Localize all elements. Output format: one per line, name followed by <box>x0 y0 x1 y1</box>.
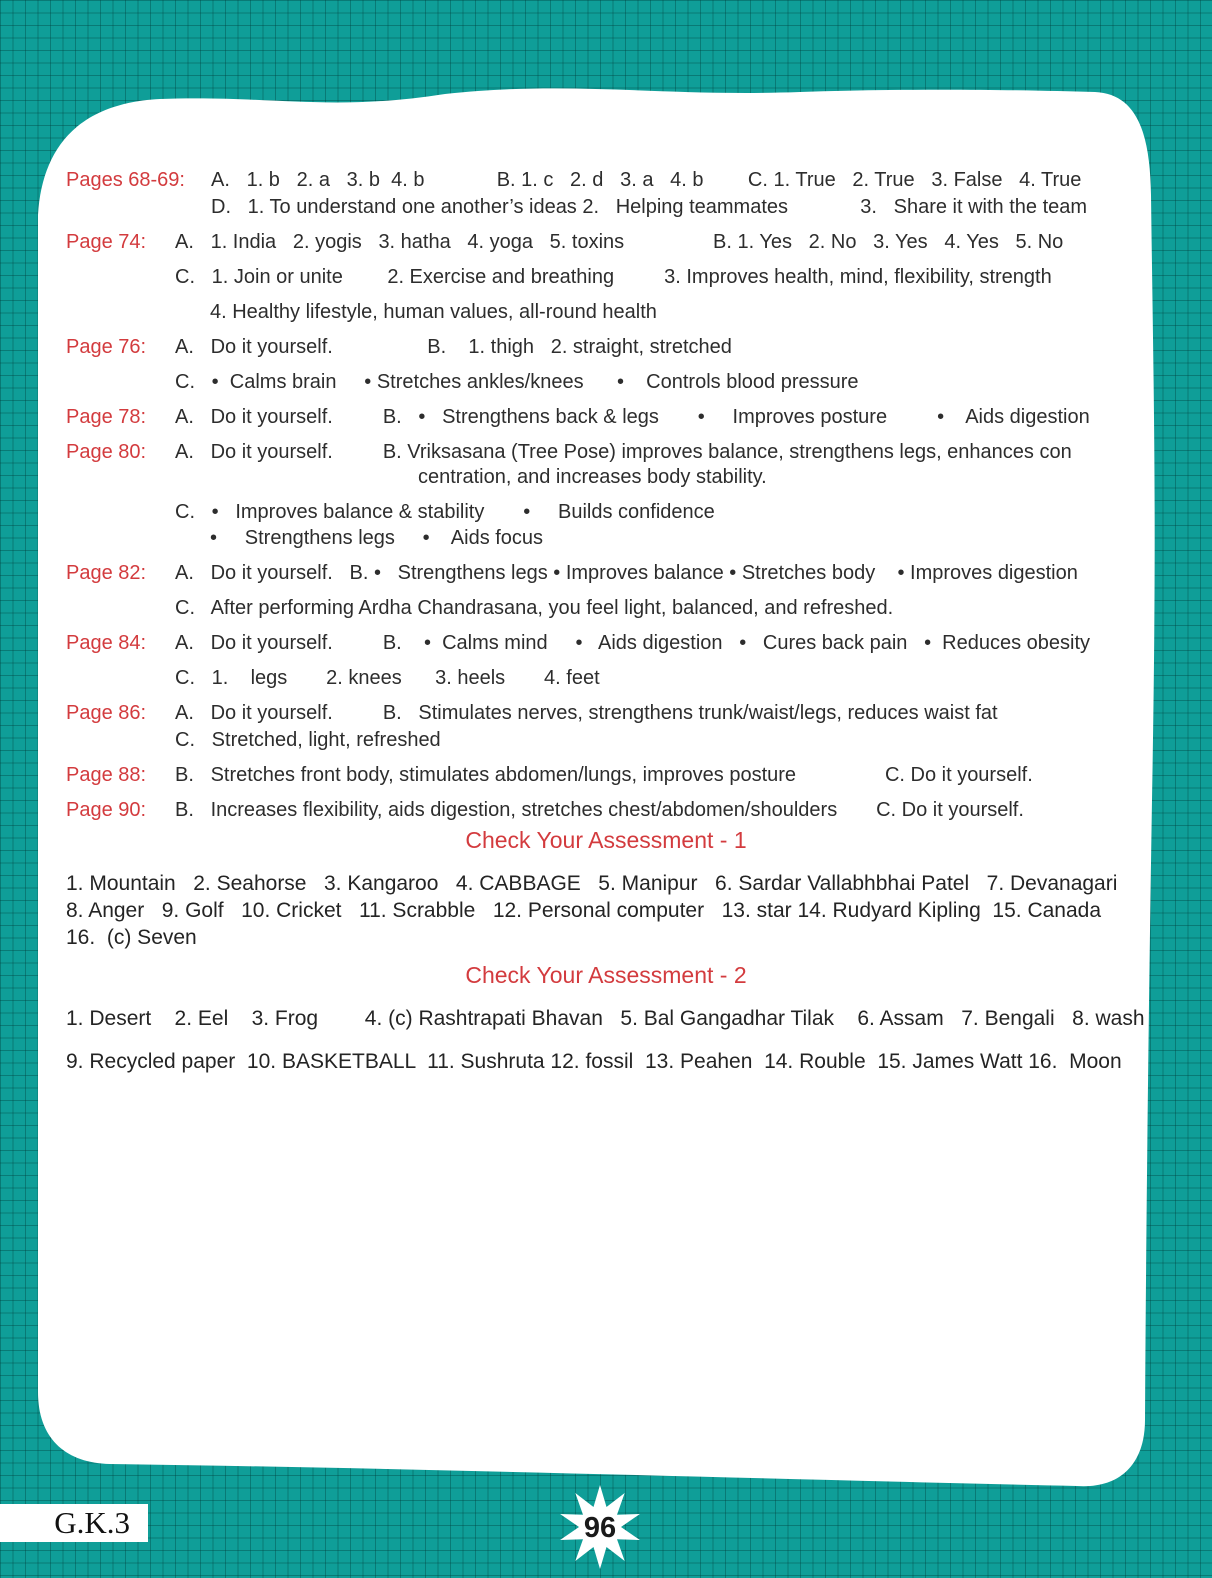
answer-text: 4. Healthy lifestyle, human values, all-round health <box>210 301 657 323</box>
page-label: Page 80: <box>66 441 147 463</box>
answer-row <box>0 195 1212 219</box>
assessment-2-title: Check Your Assessment - 2 <box>465 962 747 988</box>
answer-row <box>0 798 1212 822</box>
answer-row <box>0 300 1212 324</box>
answer-text: C. • Improves balance & stability • Builds confidence <box>175 501 715 523</box>
page-label <box>66 370 175 394</box>
answer-text: A. Do it yourself. B. Vriksasana (Tree Pose) improves balance, strengthens legs, enhances con <box>175 441 1072 463</box>
page-label: Pages 68-69: <box>66 169 185 191</box>
page-label <box>66 596 175 620</box>
page-number-badge <box>548 1478 652 1578</box>
answer-row <box>0 465 1212 489</box>
answer-text: A. 1. b 2. a 3. b 4. b B. 1. c 2. d 3. a 4. b C. 1. True 2. True 3. False 4. True <box>211 169 1082 191</box>
answer-text: D. 1. To understand one another’s ideas 2. Helping teammates 3. Share it with the team <box>211 196 1088 218</box>
answer-text: A. Do it yourself. B. • Strengthens back & legs • Improves posture • Aids digestion <box>175 406 1090 428</box>
answer-row <box>0 701 1212 725</box>
page-label: Page 86: <box>66 702 147 724</box>
answer-text: A. Do it yourself. B. Stimulates nerves, strengthens trunk/waist/legs, reduces waist fat <box>175 702 998 724</box>
page-label <box>66 265 175 289</box>
assessment-1-answers <box>0 870 1212 951</box>
answer-text: A. Do it yourself. B. 1. thigh 2. straight, stretched <box>175 336 732 358</box>
answer-row <box>0 370 1212 394</box>
page-label <box>66 666 175 690</box>
answer-text: C. After performing Ardha Chandrasana, you feel light, balanced, and refreshed. <box>175 597 894 619</box>
page-label: Page 90: <box>66 799 147 821</box>
answer-row <box>0 405 1212 429</box>
book-title-label: G.K.3 <box>0 1504 148 1542</box>
answer-row <box>0 265 1212 289</box>
page-label <box>66 500 175 524</box>
assessment-1-title: Check Your Assessment - 1 <box>465 827 747 853</box>
answer-text: B. Increases flexibility, aids digestion, stretches chest/abdomen/shoulders C. Do it yourself. <box>175 799 1024 821</box>
page-label: Page 88: <box>66 764 147 786</box>
assessment-line: 9. Recycled paper 10. BASKETBALL 11. Sushruta 12. fossil 13. Peahen 14. Rouble 15. James Watt 16. Moon <box>66 1050 1122 1073</box>
answer-key-content <box>0 168 1212 1075</box>
page-label <box>66 465 175 489</box>
page-label <box>66 526 175 550</box>
answer-row <box>0 168 1212 192</box>
page-number: 96 <box>583 1511 617 1544</box>
answer-text: C. 1. legs 2. knees 3. heels 4. feet <box>175 667 600 689</box>
answer-row <box>0 500 1212 524</box>
page-label: Page 76: <box>66 336 147 358</box>
assessment-2-answers <box>0 1006 1212 1075</box>
answer-row <box>0 631 1212 655</box>
page-label <box>66 300 175 324</box>
answer-row <box>0 561 1212 585</box>
answer-text: centration, and increases body stability. <box>418 466 767 488</box>
page-label <box>66 195 211 219</box>
assessment-line: 1. Desert 2. Eel 3. Frog 4. (c) Rashtrapati Bhavan 5. Bal Gangadhar Tilak 6. Assam 7. Bengali 8. wash <box>66 1007 1145 1030</box>
answer-row <box>0 440 1212 464</box>
answer-text: C. Stretched, light, refreshed <box>175 729 441 751</box>
answer-text: A. Do it yourself. B. • Calms mind • Aids digestion • Cures back pain • Reduces obesity <box>175 632 1091 654</box>
answer-text: B. Stretches front body, stimulates abdomen/lungs, improves posture C. Do it yourself. <box>175 764 1033 786</box>
answer-row <box>0 230 1212 254</box>
answer-text: • Strengthens legs • Aids focus <box>210 527 544 549</box>
answer-text: A. Do it yourself. B. • Strengthens legs • Improves balance • Stretches body • Improves digestion <box>175 562 1078 584</box>
assessment-line: 16. (c) Seven <box>66 926 197 949</box>
answer-text: C. 1. Join or unite 2. Exercise and breathing 3. Improves health, mind, flexibility, strength <box>175 266 1052 288</box>
answer-row <box>0 728 1212 752</box>
assessment-line: 1. Mountain 2. Seahorse 3. Kangaroo 4. CABBAGE 5. Manipur 6. Sardar Vallabhbhai Patel 7. Devanagari <box>66 872 1118 895</box>
answer-row <box>0 335 1212 359</box>
assessment-line: 8. Anger 9. Golf 10. Cricket 11. Scrabble 12. Personal computer 13. star 14. Rudyard Kipling 15. Canada <box>66 899 1102 922</box>
answer-text: C. • Calms brain • Stretches ankles/knees • Controls blood pressure <box>175 371 859 393</box>
answer-row <box>0 666 1212 690</box>
page-label: Page 78: <box>66 406 147 428</box>
answer-row <box>0 763 1212 787</box>
page-label <box>66 728 175 752</box>
answer-text: A. 1. India 2. yogis 3. hatha 4. yoga 5. toxins B. 1. Yes 2. No 3. Yes 4. Yes 5. No <box>175 231 1064 253</box>
page-label: Page 82: <box>66 562 147 584</box>
answer-row <box>0 596 1212 620</box>
page-label: Page 84: <box>66 632 147 654</box>
page-label: Page 74: <box>66 231 147 253</box>
answer-row <box>0 526 1212 550</box>
